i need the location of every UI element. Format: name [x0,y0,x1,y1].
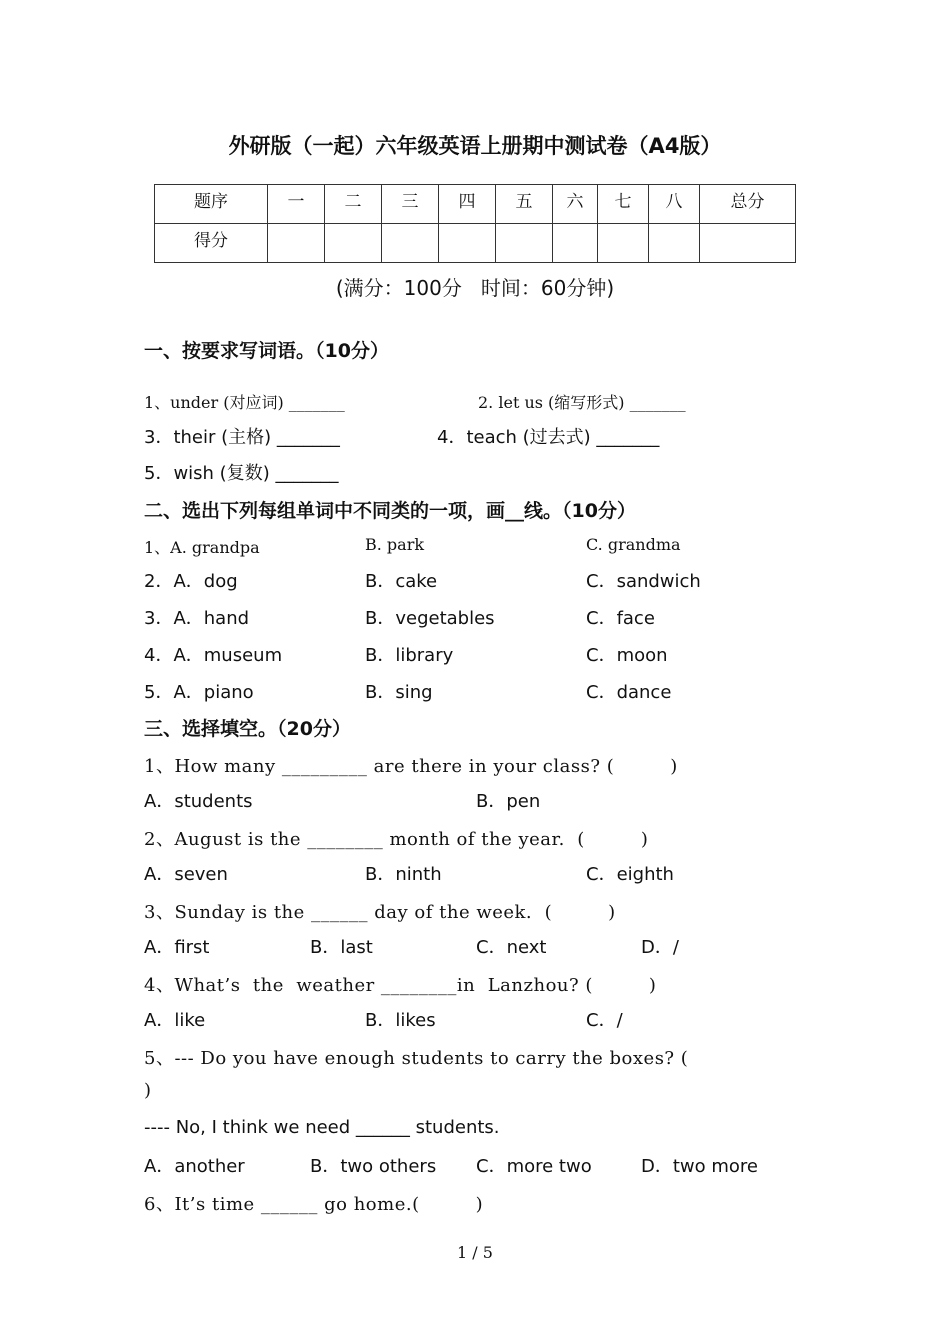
option: A．like [144,1010,206,1031]
section1-item: 3．their (主格) _______ [144,427,340,448]
section1-heading: 一、按要求写词语。（10分） [144,340,389,362]
section2-option: B．cake [365,571,438,592]
page-title: 外研版（一起）六年级英语上册期中测试卷（A4版） [228,134,722,158]
option: B．likes [365,1010,436,1031]
question-2: 2、August is the ________ month of the year. ( ) [144,829,649,850]
section2-option: 1、A. grandpa [144,538,260,557]
option: A．first [144,937,210,958]
score-table-header-row [155,185,796,224]
header-cell: 八 [649,185,700,224]
header-cell: 四 [439,185,496,224]
score-cell[interactable] [268,224,325,263]
section2-option: C．sandwich [586,571,701,592]
page-number: 1 / 5 [457,1243,493,1262]
header-cell: 总分 [700,185,796,224]
option: C．more two [476,1156,592,1177]
score-cell[interactable] [439,224,496,263]
question-4: 4、What’s the weather ________in Lanzhou? ( ) [144,975,657,996]
row-label-cell: 得分 [155,224,268,263]
score-cell[interactable] [553,224,598,263]
full-mark-time: (满分：100分 时间：60分钟) [335,276,615,300]
section2-option: C．dance [586,682,672,703]
option: D．two more [641,1156,758,1177]
score-cell[interactable] [649,224,700,263]
question-3: 3、Sunday is the ______ day of the week. ( ) [144,902,616,923]
option: A．students [144,791,253,812]
header-cell: 三 [382,185,439,224]
section1-item: 5．wish (复数) _______ [144,463,339,484]
score-cell[interactable] [496,224,553,263]
section3-heading: 三、选择填空。（20分） [144,718,351,740]
option: C．next [476,937,547,958]
section2-option: 3．A．hand [144,608,250,629]
option: A．another [144,1156,245,1177]
score-table-score-row [155,224,796,263]
question-5-continued: ) [144,1080,152,1101]
section2-option: 5．A．piano [144,682,254,703]
header-cell: 六 [553,185,598,224]
section1-item: 4．teach (过去式) _______ [437,427,660,448]
header-cell: 二 [325,185,382,224]
section1-item: 2. let us (缩写形式) _______ [478,393,686,412]
option: B．two others [310,1156,437,1177]
option: B．ninth [365,864,442,885]
option: B．pen [476,791,541,812]
score-cell[interactable] [325,224,382,263]
section2-option: C．face [586,608,655,629]
question-5: 5、--- Do you have enough students to carry the boxes? ( [144,1048,689,1069]
option: D．/ [641,937,679,958]
question-5-reply: ---- No, I think we need ______ students. [144,1117,500,1138]
section2-option: C．moon [586,645,668,666]
section2-option: B. park [365,535,425,554]
option: A．seven [144,864,228,885]
section2-heading: 二、选出下列每组单词中不同类的一项，画__线。（10分） [144,500,636,522]
header-cell: 五 [496,185,553,224]
section2-option: 4．A．museum [144,645,283,666]
score-table [154,184,796,263]
section1-item: 1、under (对应词) _______ [144,393,345,412]
question-1: 1、How many _________ are there in your class? ( ) [144,756,678,777]
section2-option: 2．A．dog [144,571,238,592]
score-cell[interactable] [598,224,649,263]
option: C．eighth [586,864,674,885]
section2-option: C. grandma [586,535,681,554]
section2-option: B．sing [365,682,433,703]
header-cell: 题序 [155,185,268,224]
option: C．/ [586,1010,623,1031]
score-cell[interactable] [700,224,796,263]
question-6: 6、It’s time ______ go home.( ) [144,1194,484,1215]
header-cell: 一 [268,185,325,224]
score-cell[interactable] [382,224,439,263]
header-cell: 七 [598,185,649,224]
section2-option: B．library [365,645,454,666]
option: B．last [310,937,373,958]
section2-option: B．vegetables [365,608,495,629]
